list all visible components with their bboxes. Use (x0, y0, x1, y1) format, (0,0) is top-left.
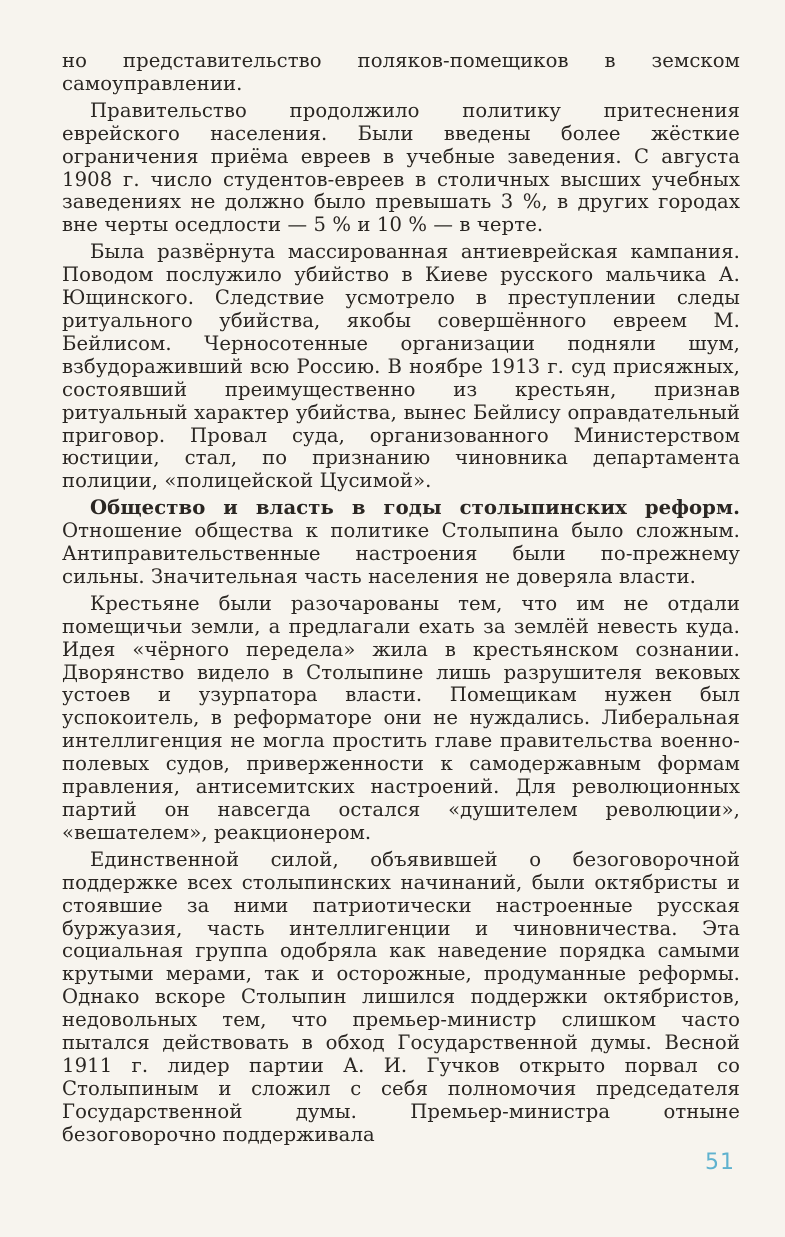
paragraph-jewish-restrictions: Правительство продолжило политику притеснения еврейского населения. Были введены более жёсткие ограничения приёма евреев в учебные заведения. С августа 1908 г. число студентов-евреев в столичных высших учебных заведениях не должно было превышать 3 %, в других городах вне черты оседлости — 5 % и 10 % — в черте. (62, 98, 740, 237)
paragraph-peasants-disappointed: Крестьяне были разочарованы тем, что им не отдали помещичьи земли, а предлагали ехать за землёй невесть куда. Идея «чёрного передела» жила в крестьянском сознании. Дворянство видело в Столыпине лишь разрушителя вековых устоев и узурпатора власти. Помещикам нужен был успокоитель, в реформаторе они не нуждались. Либеральная интеллигенция не могла простить главе правительства военно-полевых судов, приверженности к самодержавным формам правления, антисемитских настроений. Для революционных партий он навсегда остался «душителем революции», «вешателем», реакционером. (62, 591, 740, 844)
section-heading: Общество и власть в годы столыпинских реформ. (90, 496, 740, 520)
paragraph-society-and-power: Общество и власть в годы столыпинских реформ. Отношение общества к политике Столыпина было сложным. Антиправительственные настроения были по-прежнему сильны. Значительная часть населения не доверяла власти. (62, 496, 740, 588)
page-number: 51 (705, 1150, 735, 1175)
paragraph-beilis-affair: Была развёрнута массированная антиеврейская кампания. Поводом послужило убийство в Киеве русского мальчика А. Ющинского. Следствие усмотрело в преступлении следы ритуального убийства, якобы совершённого евреем М. Бейлисом. Черносотенные организации подняли шум, взбудораживший всю Россию. В ноябре 1913 г. суд присяжных, состоявший преимущественно из крестьян, признав ритуальный характер убийства, вынес Бейлису оправдательный приговор. Провал суда, организованного Министерством юстиции, стал, по признанию чиновника департамента полиции, «полицейской Цусимой». (62, 240, 740, 493)
paragraph-zemstvo-ending: но представительство поляков-помещиков в земском самоуправлении. (62, 49, 740, 95)
page-body (62, 50, 740, 1151)
paragraph-octobrists-support: Единственной силой, объявившей о безоговорочной поддержке всех столыпинских начинаний, были октябристы и стоявшие за ними патриотически настроенные русская буржуазия, часть интеллигенции и чиновничества. Эта социальная группа одобряла как наведение порядка самыми крутыми мерами, так и осторожные, продуманные реформы. Однако вскоре Столыпин лишился поддержки октябристов, недовольных тем, что премьер-министр слишком часто пытался действовать в обход Государственной думы. Весной 1911 г. лидер партии А. И. Гучков открыто порвал со Столыпиным и сложил с себя полномочия председателя Государственной думы. Премьер-министра отныне безоговорочно поддерживала (62, 847, 740, 1146)
